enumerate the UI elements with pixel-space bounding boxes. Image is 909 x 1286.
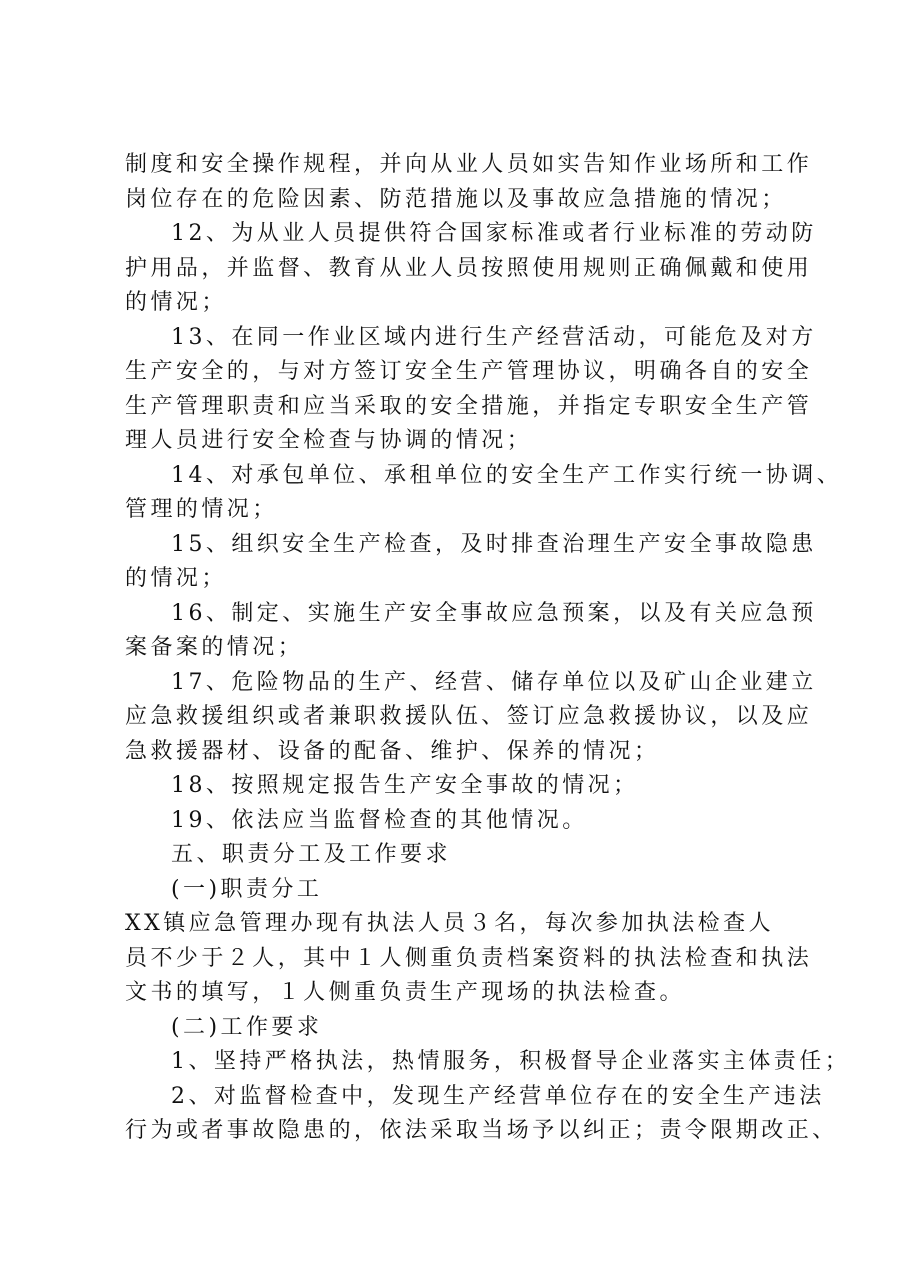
- paragraph-line: 的情况；: [125, 290, 227, 315]
- paragraph-line: 岗位存在的危险因素、防范措施以及事故应急措施的情况；: [125, 186, 787, 212]
- section-heading: 五、职责分工及工作要求: [171, 842, 451, 867]
- paragraph-line: 17、危险物品的生产、经营、储存单位以及矿山企业建立: [171, 669, 817, 695]
- paragraph-line: 的情况；: [125, 566, 227, 591]
- paragraph-line: 15、组织安全生产检查，及时排查治理生产安全事故隐患: [171, 531, 817, 557]
- paragraph-line: 18、按照规定报告生产安全事故的情况；: [171, 773, 639, 798]
- paragraph-line: 14、对承包单位、承租单位的安全生产工作实行统一协调、: [171, 462, 843, 488]
- paragraph-line: XX镇应急管理办现有执法人员３名，每次参加执法检查人: [125, 911, 775, 936]
- paragraph-line: 行为或者事故隐患的，依法采取当场予以纠正；责令限期改正、: [125, 1118, 838, 1143]
- subsection-heading: (一)职责分工: [171, 876, 323, 902]
- paragraph-line: 1、坚持严格执法，热情服务，积极督导企业落实主体责任；: [171, 1049, 851, 1074]
- paragraph-line: 16、制定、实施生产安全事故应急预案，以及有关应急预: [171, 600, 817, 626]
- paragraph-line: 员不少于２人，其中１人侧重负责档案资料的执法检查和执法: [125, 945, 813, 971]
- paragraph-line: 护用品，并监督、教育从业人员按照使用规则正确佩戴和使用: [125, 255, 813, 281]
- paragraph-line: 制度和安全操作规程，并向从业人员如实告知作业场所和工作: [125, 152, 813, 177]
- paragraph-line: 应急救援组织或者兼职救援队伍、签订应急救援协议，以及应: [125, 704, 813, 729]
- paragraph-line: 生产管理职责和应当采取的安全措施，并指定专职安全生产管: [125, 393, 813, 419]
- paragraph-line: 2、对监督检查中，发现生产经营单位存在的安全生产违法: [171, 1083, 825, 1109]
- paragraph-line: 管理的情况；: [125, 497, 278, 522]
- document-body: [125, 148, 851, 1149]
- paragraph-line: 理人员进行安全检查与协调的情况；: [125, 428, 533, 453]
- paragraph-line: 案备案的情况；: [125, 635, 304, 660]
- paragraph-line: 13、在同一作业区域内进行生产经营活动，可能危及对方: [171, 324, 817, 350]
- paragraph-line: 12、为从业人员提供符合国家标准或者行业标准的劳动防: [171, 221, 817, 246]
- paragraph-line: 急救援器材、设备的配备、维护、保养的情况；: [125, 738, 660, 764]
- paragraph-line: 文书的填写，１人侧重负责生产现场的执法检查。: [125, 980, 685, 1005]
- subsection-heading: (二)工作要求: [171, 1014, 323, 1040]
- paragraph-line: 19、依法应当监督检查的其他情况。: [171, 807, 588, 833]
- paragraph-line: 生产安全的，与对方签订安全生产管理协议，明确各自的安全: [125, 359, 813, 384]
